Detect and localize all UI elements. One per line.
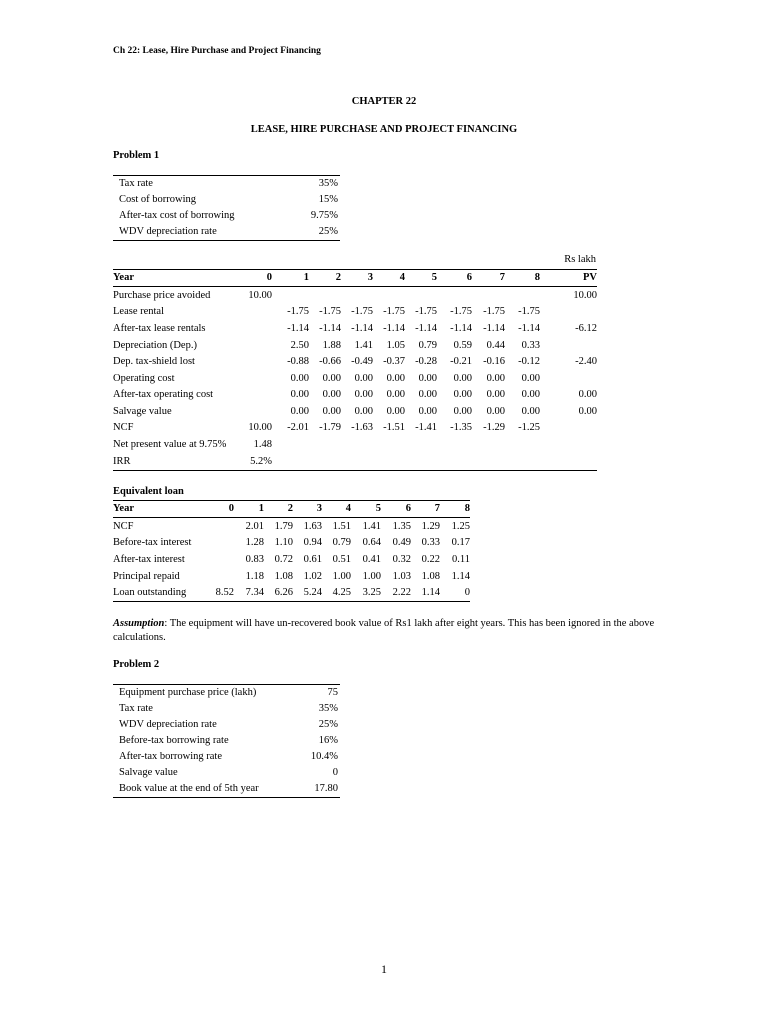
parameter-row — [113, 749, 340, 765]
table-cell: 0.00 — [322, 372, 341, 384]
table-row — [113, 337, 597, 354]
parameter-label: Tax rate — [119, 703, 153, 715]
column-header: Year — [113, 270, 243, 287]
table-cell: 0.94 — [303, 537, 322, 549]
table-cell: 0.79 — [332, 537, 351, 549]
parameter-value: 35% — [318, 703, 338, 715]
column-header: 1 — [272, 270, 309, 287]
table-cell — [243, 403, 272, 420]
table-cell: 0.00 — [290, 389, 309, 401]
table-cell — [309, 287, 341, 304]
table-cell: 4.25 — [332, 587, 351, 599]
lease-analysis-table — [113, 269, 597, 471]
table-cell — [505, 453, 540, 470]
parameter-row — [113, 685, 340, 702]
table-cell: 1.51 — [332, 520, 351, 532]
row-label: Dep. tax-shield lost — [113, 356, 195, 368]
table-cell: 5.24 — [303, 587, 322, 599]
column-header: PV — [540, 270, 597, 287]
table-cell: -0.16 — [483, 356, 505, 368]
column-header: 1 — [234, 501, 264, 518]
table-cell — [540, 370, 597, 387]
parameter-value: 16% — [318, 735, 338, 747]
table-cell: 0.32 — [392, 553, 411, 565]
table-cell — [373, 436, 405, 453]
table-cell: -1.14 — [351, 322, 373, 334]
page-number: 1 — [381, 962, 387, 976]
column-header: 6 — [437, 270, 472, 287]
table-cell: 3.25 — [362, 587, 381, 599]
problem2-parameters-table — [113, 684, 340, 798]
table-cell: 0.00 — [578, 389, 597, 401]
table-cell — [437, 287, 472, 304]
table-cell: 0.41 — [362, 553, 381, 565]
table-cell: 1.05 — [386, 339, 405, 351]
parameter-row — [113, 208, 340, 224]
table-cell — [540, 453, 597, 470]
table-cell: 0.00 — [486, 372, 505, 384]
row-label: Net present value at 9.75% — [113, 439, 227, 451]
table-cell: 0.00 — [386, 389, 405, 401]
table-cell: 0 — [464, 587, 470, 599]
table-cell: 0.72 — [274, 553, 293, 565]
table-cell: 0.33 — [521, 339, 540, 351]
table-cell — [472, 453, 505, 470]
table-cell: 0.11 — [452, 553, 470, 565]
table-cell: -1.75 — [483, 306, 505, 318]
table-cell — [208, 518, 234, 535]
row-label: Loan outstanding — [113, 587, 187, 599]
row-label: IRR — [113, 455, 131, 467]
table-row — [113, 420, 597, 437]
table-row — [113, 387, 597, 404]
table-cell: 0.00 — [521, 405, 540, 417]
table-cell: -1.41 — [415, 422, 437, 434]
table-cell — [243, 304, 272, 321]
table-cell: 0.00 — [486, 389, 505, 401]
parameter-row — [113, 224, 340, 241]
column-header: 3 — [341, 270, 373, 287]
table-cell — [309, 453, 341, 470]
table-cell: -1.75 — [415, 306, 437, 318]
units-label: Rs lakh — [564, 254, 596, 265]
parameter-value: 75 — [327, 687, 338, 699]
table-cell: -1.63 — [351, 422, 373, 434]
table-cell — [540, 337, 597, 354]
column-header: 4 — [373, 270, 405, 287]
table-cell: 0.00 — [322, 405, 341, 417]
table-cell: 0.44 — [486, 339, 505, 351]
table-cell: 1.41 — [354, 339, 373, 351]
table-cell: 0.00 — [453, 405, 472, 417]
column-header: 5 — [405, 270, 437, 287]
table-cell: -1.14 — [415, 322, 437, 334]
table-cell — [243, 387, 272, 404]
table-cell: -1.14 — [483, 322, 505, 334]
table-cell: -1.75 — [450, 306, 472, 318]
column-header: 7 — [472, 270, 505, 287]
parameter-label: Salvage value — [119, 767, 178, 779]
table-cell: -2.01 — [287, 422, 309, 434]
table-cell: -0.49 — [351, 356, 373, 368]
table-cell: -1.25 — [518, 422, 540, 434]
table-cell: 2.50 — [290, 339, 309, 351]
table-row — [113, 568, 470, 585]
table-cell — [540, 420, 597, 437]
table-cell: 0.00 — [453, 389, 472, 401]
problem1-heading: Problem 1 — [113, 150, 160, 161]
column-header: 0 — [243, 270, 272, 287]
parameter-label: Cost of borrowing — [119, 194, 196, 206]
table-cell: 0.00 — [453, 372, 472, 384]
table-cell: -1.79 — [319, 422, 341, 434]
table-cell: -0.21 — [450, 356, 472, 368]
table-cell: 0.61 — [303, 553, 322, 565]
column-header: 4 — [322, 501, 351, 518]
table-cell: -1.14 — [383, 322, 405, 334]
table-row — [113, 551, 470, 568]
table-cell: -1.75 — [351, 306, 373, 318]
table-cell: 0.00 — [354, 389, 373, 401]
table-row — [113, 535, 470, 552]
table-cell: 1.08 — [421, 570, 440, 582]
row-label: Principal repaid — [113, 570, 180, 582]
table-cell — [243, 320, 272, 337]
table-cell: 1.79 — [274, 520, 293, 532]
table-cell: 0.83 — [245, 553, 264, 565]
table-cell: 1.14 — [421, 587, 440, 599]
table-cell: -1.14 — [319, 322, 341, 334]
table-cell: 0.59 — [453, 339, 472, 351]
parameter-value: 10.4% — [310, 751, 338, 763]
table-cell — [341, 453, 373, 470]
parameter-label: WDV depreciation rate — [119, 226, 217, 238]
table-cell: -2.40 — [575, 356, 597, 368]
table-cell — [341, 287, 373, 304]
row-label: Before-tax interest — [113, 537, 192, 549]
table-cell: 0.79 — [418, 339, 437, 351]
table-cell: 1.08 — [274, 570, 293, 582]
table-cell: -0.88 — [287, 356, 309, 368]
chapter-title: LEASE, HIRE PURCHASE AND PROJECT FINANCING — [250, 124, 518, 135]
parameter-label: Tax rate — [119, 178, 153, 190]
table-cell: 0.00 — [290, 372, 309, 384]
table-cell: -1.14 — [450, 322, 472, 334]
table-cell: 2.01 — [245, 520, 264, 532]
table-cell — [373, 453, 405, 470]
table-cell: 0.00 — [290, 405, 309, 417]
table-cell: -1.51 — [383, 422, 405, 434]
parameter-value: 25% — [318, 226, 338, 238]
column-header: 5 — [351, 501, 381, 518]
table-cell: 1.14 — [451, 570, 470, 582]
row-label: After-tax lease rentals — [113, 322, 206, 334]
table-cell: -1.14 — [287, 322, 309, 334]
row-label: Salvage value — [113, 405, 172, 417]
table-cell: -1.75 — [287, 306, 309, 318]
parameter-label: After-tax borrowing rate — [119, 751, 222, 763]
column-header: 7 — [411, 501, 440, 518]
table-cell: 1.25 — [451, 520, 470, 532]
table-cell: -6.12 — [575, 322, 597, 334]
problem1-parameters-table — [113, 175, 340, 241]
parameter-row — [113, 701, 340, 717]
parameter-row — [113, 176, 340, 193]
table-cell: -1.35 — [450, 422, 472, 434]
parameter-label: Before-tax borrowing rate — [119, 735, 229, 747]
table-row — [113, 453, 597, 470]
chapter-label: CHAPTER 22 — [351, 96, 417, 107]
table-cell: 10.00 — [248, 289, 272, 301]
table-cell: 10.00 — [573, 289, 597, 301]
parameter-row — [113, 192, 340, 208]
table-cell: -1.75 — [319, 306, 341, 318]
table-cell: 8.52 — [215, 587, 234, 599]
table-cell — [405, 287, 437, 304]
table-cell: 1.29 — [421, 520, 440, 532]
table-cell: 1.03 — [392, 570, 411, 582]
table-cell: 0.00 — [386, 372, 405, 384]
row-label: Operating cost — [113, 372, 175, 384]
table-cell: -1.14 — [518, 322, 540, 334]
row-label: Lease rental — [113, 306, 165, 318]
row-label: NCF — [113, 422, 134, 434]
parameter-value: 0 — [332, 767, 338, 779]
table-cell: 0.00 — [322, 389, 341, 401]
table-cell: 1.35 — [392, 520, 411, 532]
table-cell — [272, 453, 309, 470]
table-cell — [341, 436, 373, 453]
parameter-row — [113, 717, 340, 733]
table-cell: -0.66 — [319, 356, 341, 368]
row-label: Purchase price avoided — [113, 289, 211, 301]
table-cell: -0.37 — [383, 356, 405, 368]
table-cell: -1.75 — [383, 306, 405, 318]
table-row — [113, 287, 597, 304]
problem2-heading: Problem 2 — [113, 659, 160, 670]
table-cell: 0.51 — [332, 553, 351, 565]
table-cell — [373, 287, 405, 304]
assumption-note — [113, 617, 658, 644]
equivalent-loan-heading: Equivalent loan — [113, 486, 184, 497]
parameter-label: After-tax cost of borrowing — [119, 210, 235, 222]
table-cell: 0.00 — [486, 405, 505, 417]
assumption-text: : The equipment will have un-recovered book value of Rs1 lakh after eight years. This has been ignored in the above calculations. — [113, 618, 655, 643]
parameter-label: Book value at the end of 5th year — [119, 783, 259, 795]
column-header: 8 — [505, 270, 540, 287]
table-cell: 0.00 — [418, 405, 437, 417]
assumption-lead: Assumption — [113, 618, 165, 629]
column-header: 8 — [440, 501, 470, 518]
table-cell: 0.00 — [418, 389, 437, 401]
table-cell: 1.48 — [253, 439, 272, 451]
equivalent-loan-table — [113, 500, 470, 602]
table-cell: 1.41 — [362, 520, 381, 532]
parameter-value: 9.75% — [310, 210, 338, 222]
table-cell: 0.00 — [418, 372, 437, 384]
table-row — [113, 304, 597, 321]
table-row — [113, 370, 597, 387]
table-cell: 10.00 — [248, 422, 272, 434]
running-header: Ch 22: Lease, Hire Purchase and Project Financing — [113, 46, 321, 56]
table-cell — [208, 551, 234, 568]
table-cell: 5.2% — [250, 455, 272, 467]
table-cell — [472, 436, 505, 453]
table-cell: 0.00 — [354, 372, 373, 384]
column-header: 0 — [208, 501, 234, 518]
table-cell: -1.29 — [483, 422, 505, 434]
table-cell: 1.02 — [303, 570, 322, 582]
table-cell — [243, 370, 272, 387]
table-cell: 1.18 — [245, 570, 264, 582]
table-cell — [208, 568, 234, 585]
table-cell: 0.64 — [362, 537, 381, 549]
table-cell — [405, 436, 437, 453]
table-cell: 0.49 — [392, 537, 411, 549]
table-cell: 0.17 — [451, 537, 470, 549]
table-cell — [272, 436, 309, 453]
table-cell — [540, 304, 597, 321]
table-cell — [309, 436, 341, 453]
row-label: NCF — [113, 520, 134, 532]
table-cell: 0.22 — [421, 553, 440, 565]
table-cell: 6.26 — [274, 587, 293, 599]
table-cell — [243, 337, 272, 354]
parameter-label: Equipment purchase price (lakh) — [119, 687, 257, 699]
table-row — [113, 403, 597, 420]
row-label: After-tax operating cost — [113, 389, 214, 401]
table-row — [113, 320, 597, 337]
table-row — [113, 584, 470, 601]
table-cell: -0.28 — [415, 356, 437, 368]
table-cell — [472, 287, 505, 304]
parameter-value: 25% — [318, 719, 338, 731]
parameter-row — [113, 765, 340, 781]
table-cell — [437, 436, 472, 453]
table-cell — [208, 535, 234, 552]
table-cell: 0.33 — [421, 537, 440, 549]
table-cell: 0.00 — [521, 389, 540, 401]
table-cell — [540, 436, 597, 453]
table-cell: 0.00 — [521, 372, 540, 384]
parameter-row — [113, 733, 340, 749]
table-cell: 1.00 — [332, 570, 351, 582]
parameter-value: 35% — [318, 178, 338, 190]
table-cell: 0.00 — [386, 405, 405, 417]
table-cell — [505, 436, 540, 453]
table-cell — [505, 287, 540, 304]
row-label: Depreciation (Dep.) — [113, 339, 197, 351]
table-cell: -0.12 — [518, 356, 540, 368]
table-cell — [272, 287, 309, 304]
table-cell: 2.22 — [392, 587, 411, 599]
table-cell — [437, 453, 472, 470]
parameter-row — [113, 781, 340, 798]
table-cell: -1.75 — [518, 306, 540, 318]
column-header: Year — [113, 501, 208, 518]
table-row — [113, 518, 470, 535]
column-header: 6 — [381, 501, 411, 518]
table-cell — [243, 353, 272, 370]
parameter-value: 15% — [318, 194, 338, 206]
column-header: 2 — [264, 501, 293, 518]
parameter-label: WDV depreciation rate — [119, 719, 217, 731]
table-row — [113, 436, 597, 453]
row-label: After-tax interest — [113, 553, 185, 565]
table-cell: 1.88 — [322, 339, 341, 351]
table-cell: 1.10 — [274, 537, 293, 549]
table-cell — [405, 453, 437, 470]
table-cell: 0.00 — [354, 405, 373, 417]
parameter-value: 17.80 — [314, 783, 338, 795]
table-cell: 0.00 — [578, 405, 597, 417]
table-cell: 1.63 — [303, 520, 322, 532]
table-cell: 1.28 — [245, 537, 264, 549]
table-row — [113, 353, 597, 370]
table-cell: 1.00 — [362, 570, 381, 582]
column-header: 3 — [293, 501, 322, 518]
table-cell: 7.34 — [245, 587, 264, 599]
column-header: 2 — [309, 270, 341, 287]
